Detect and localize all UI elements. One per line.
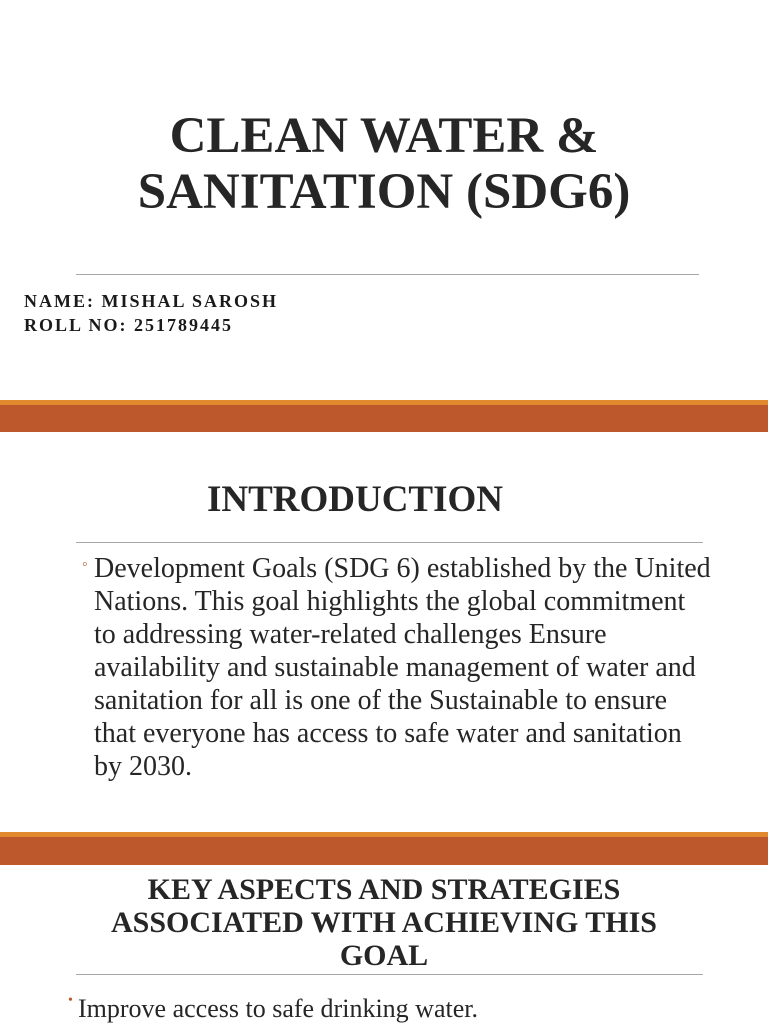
section-title-line-1: KEY ASPECTS AND STRATEGIES xyxy=(147,873,621,906)
slide-separator xyxy=(0,832,768,865)
title-divider xyxy=(76,274,699,275)
slide-title-line-2: SANITATION (SDG6) xyxy=(137,164,631,220)
intro-text: Development Goals (SDG 6) established by the United Nations. This goal highlights the global commitment to addressing water-related challenges Ensure availability and sustainable management of water and sanitation for all is one of the Sustainable to ensure that everyone has access to safe water and sanitation by 2030. xyxy=(94,553,711,782)
section-title-line-3: GOAL xyxy=(339,939,429,972)
section-divider xyxy=(76,974,703,975)
bullet-icon: • xyxy=(68,993,73,1008)
list-item-text: Improve access to safe drinking water. xyxy=(78,994,478,1023)
student-info xyxy=(24,289,278,337)
section-title xyxy=(0,873,768,972)
section-title: INTRODUCTION xyxy=(206,479,504,520)
introduction-slide xyxy=(0,432,768,832)
student-name: NAME: MISHAL SAROSH xyxy=(24,291,279,311)
slide-title xyxy=(0,108,768,220)
section-title-line-2: ASSOCIATED WITH ACHIEVING THIS xyxy=(110,906,657,939)
title-slide xyxy=(0,0,768,400)
key-aspects-slide xyxy=(0,865,768,1024)
intro-paragraph xyxy=(82,552,714,783)
slide-title-line-1: CLEAN WATER & xyxy=(169,108,599,164)
slide-separator xyxy=(0,400,768,432)
roll-number: ROLL NO: 251789445 xyxy=(24,315,234,335)
bullet-icon: ◦ xyxy=(82,556,88,573)
list-item xyxy=(68,993,478,1024)
section-divider xyxy=(76,542,703,543)
